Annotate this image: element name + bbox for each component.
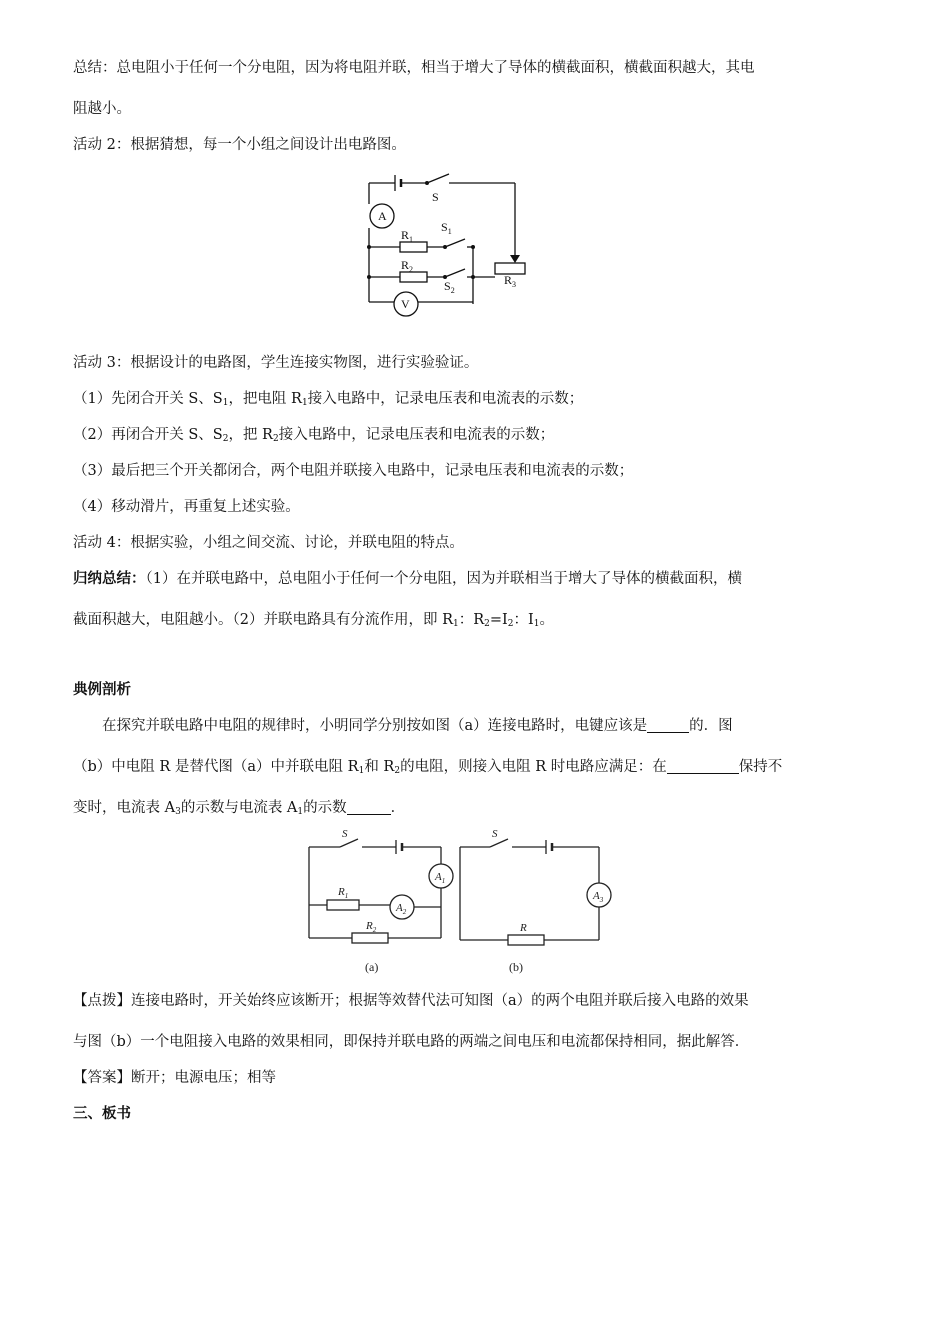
activity-2: 活动 2：根据猜想，每一个小组之间设计出电路图。 bbox=[73, 137, 406, 153]
answer-line: 【答案】断开；电源电压；相等 bbox=[73, 1070, 276, 1086]
svg-text:A2: $A_2$ bbox=[396, 902, 407, 916]
svg-text:A3: $A_3$ bbox=[593, 890, 604, 904]
section-3-heading: 三、板书 bbox=[73, 1105, 131, 1122]
svg-text:R1: $R_1$ bbox=[338, 886, 349, 900]
r2-a-label: R bbox=[366, 920, 373, 932]
hint-line-1: 【点拨】连接电路时，开关始终应该断开；根据等效替代法可知图（a）的两个电阻并联后接入电路的效果 bbox=[73, 993, 749, 1009]
s2-label: S bbox=[444, 279, 451, 293]
svg-text:A1: $A_1$ bbox=[435, 871, 446, 885]
r3-label: R bbox=[504, 273, 513, 287]
switch-b-label: S bbox=[492, 828, 498, 840]
svg-text:R2: $R_2$ bbox=[401, 258, 414, 274]
conclusion-line-2: 截面积越大，电阻越小。（2）并联电路具有分流作用，即 $R_1$：$R_2=I_2$：$I_1$。 bbox=[73, 612, 554, 629]
r1-a-label: R bbox=[338, 886, 345, 898]
answer-blank-3 bbox=[347, 800, 391, 815]
circuit-diagram-1 bbox=[345, 168, 545, 324]
circuit-diagram-ab bbox=[300, 828, 620, 978]
summary-line-1: 总结：总电阻小于任何一个分电阻，因为将电阻并联，相当于增大了导体的横截面积，横截面积越大，其电 bbox=[73, 60, 755, 76]
svg-text:S2: $S_2$ bbox=[444, 279, 455, 295]
activity-3: 活动 3：根据设计的电路图，学生连接实物图，进行实验验证。 bbox=[73, 355, 479, 371]
caption-a: (a) bbox=[365, 960, 379, 974]
step-1: （1）先闭合开关 S、$S_1$，把电阻 $R_1$接入电路中，记录电压表和电流表的示数； bbox=[73, 391, 584, 408]
example-line-2: （b）中电阻 R 是替代图（a）中并联电阻 $R_1$和 $R_2$的电阻，则接入电阻 R 时电路应满足：在 保持不 bbox=[73, 759, 783, 776]
hint-line-2: 与图（b）一个电阻接入电路的效果相同，即保持并联电路的两端之间电压和电流都保持相同，据此解答． bbox=[73, 1034, 750, 1050]
s1-label: S bbox=[441, 220, 448, 234]
conclusion-heading: 归纳总结： bbox=[73, 570, 146, 587]
activity-4: 活动 4：根据实验，小组之间交流、讨论，并联电阻的特点。 bbox=[73, 535, 464, 551]
r-b-label: R bbox=[520, 922, 527, 934]
answer-tag: 【答案】 bbox=[73, 1070, 131, 1086]
ammeter-a1-label: A bbox=[435, 871, 442, 883]
ammeter-a3-label: A bbox=[593, 890, 600, 902]
conclusion-line-1: 归纳总结：（1）在并联电路中，总电阻小于任何一个分电阻，因为并联相当于增大了导体的横截面积，横 bbox=[73, 570, 742, 587]
hint-tag: 【点拨】 bbox=[73, 993, 131, 1009]
example-line-1: 在探究并联电路中电阻的规律时，小明同学分别按如图（a）连接电路时，电键应该是 的．图 bbox=[102, 718, 733, 734]
answer-blank-1 bbox=[647, 718, 689, 733]
step-4: （4）移动滑片，再重复上述实验。 bbox=[73, 499, 300, 515]
voltmeter-label: V bbox=[401, 297, 410, 311]
switch-a-label: S bbox=[342, 828, 348, 840]
svg-text:R1: $R_1$ bbox=[401, 228, 414, 244]
r2-label: R bbox=[401, 258, 410, 272]
svg-text:R3: $R_3$ bbox=[504, 273, 517, 289]
answer-blank-2 bbox=[667, 759, 739, 774]
summary-line-2: 阻越小。 bbox=[73, 101, 131, 117]
switch-s-label: S bbox=[432, 190, 439, 204]
step-3: （3）最后把三个开关都闭合，两个电阻并联接入电路中，记录电压表和电流表的示数； bbox=[73, 463, 634, 479]
ammeter-a2-label: A bbox=[396, 902, 403, 914]
ammeter-label: A bbox=[378, 209, 387, 223]
caption-b: (b) bbox=[509, 960, 523, 974]
svg-text:S1: $S_1$ bbox=[441, 220, 452, 236]
example-heading: 典例剖析 bbox=[73, 681, 131, 698]
r1-label: R bbox=[401, 228, 410, 242]
step-2: （2）再闭合开关 S、$S_2$，把 $R_2$接入电路中，记录电压表和电流表的示数； bbox=[73, 427, 555, 444]
svg-text:R2: $R_2$ bbox=[366, 920, 377, 934]
example-line-3: 变时，电流表 $A_3$的示数与电流表 $A_1$的示数 ． bbox=[73, 800, 406, 817]
